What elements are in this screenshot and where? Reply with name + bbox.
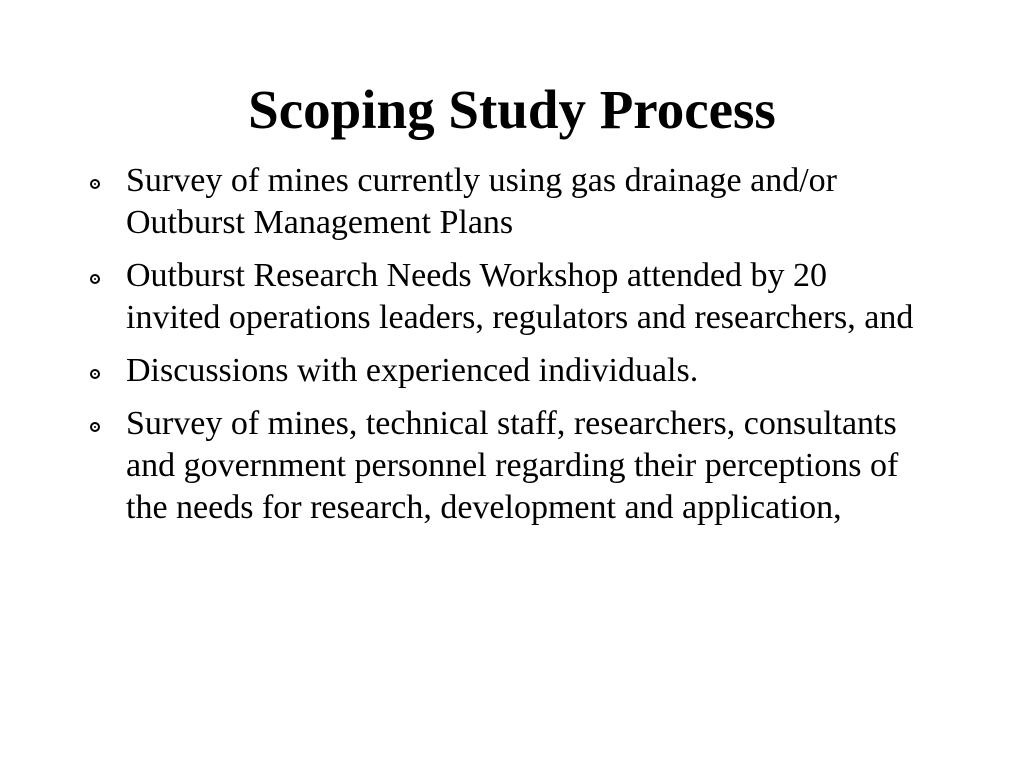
bullet-item <box>88 255 918 339</box>
bullet-text: Discussions with experienced individuals. <box>126 352 699 389</box>
bullet-circle-icon <box>90 422 100 432</box>
bullet-text: Survey of mines currently using gas drainage and/or Outburst Management Plans <box>126 162 837 241</box>
bullet-item <box>88 160 918 244</box>
slide-title: Scoping Study Process <box>248 79 776 140</box>
bullet-circle-icon <box>90 179 100 189</box>
bullet-item <box>88 403 918 529</box>
bullet-item <box>88 350 918 392</box>
bullet-list <box>88 160 918 540</box>
bullet-text: Outburst Research Needs Workshop attended by 20 invited operations leaders, regulators and researchers, and <box>126 257 914 336</box>
bullet-text: Survey of mines, technical staff, researchers, consultants and government personnel regarding their perceptions of the needs for research, development and application, <box>126 405 899 526</box>
bullet-circle-icon <box>90 274 100 284</box>
bullet-circle-icon <box>90 369 100 379</box>
